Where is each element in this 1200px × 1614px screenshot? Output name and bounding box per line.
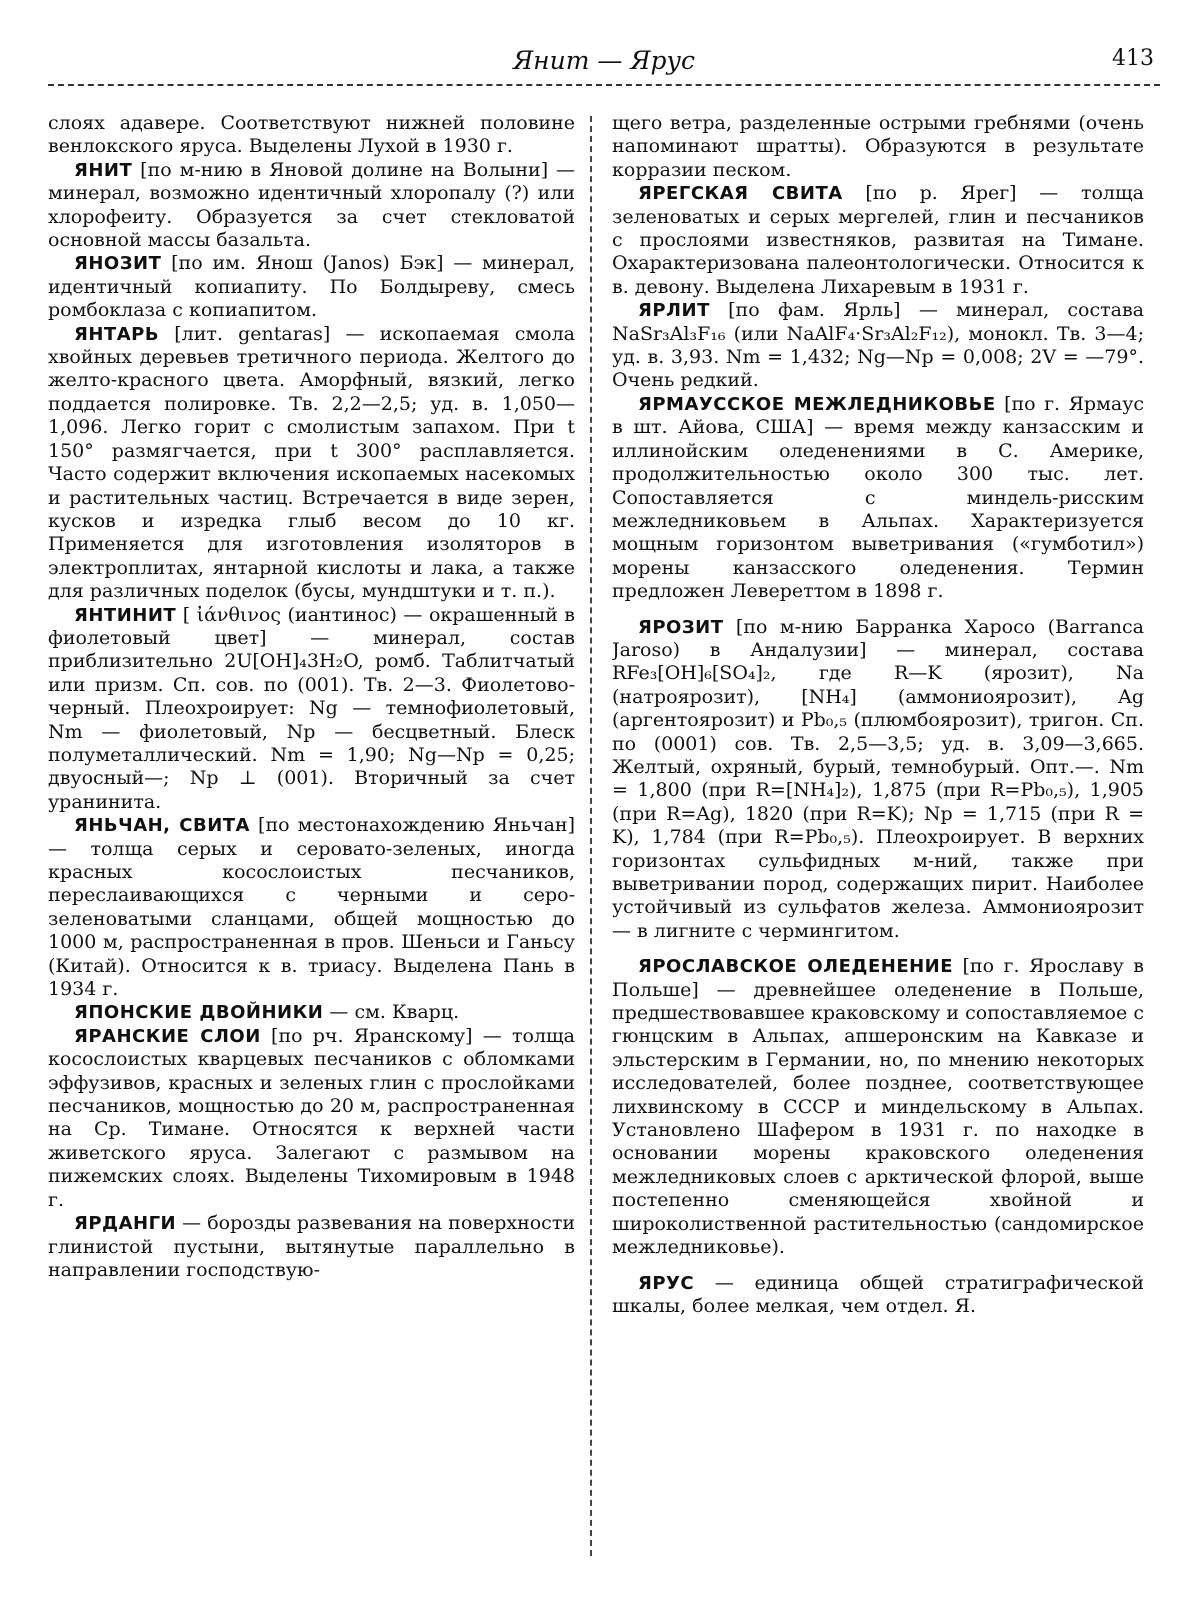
entry [48,323,575,604]
right-column [612,112,1144,1602]
entry [612,393,1144,604]
entry-text: [по м-нию Барранка Харосо (Barranca Jaroso) в Андалузии] — минерал, состава RFe₃[OH]₆[SO₄]₂, где R—K (ярозит), Na (натроярозит), [NH₄] (аммониоярозит), Ag (аргентоярозит) и Pb₀,₅ (плюмбоярозит), тригон. Сп. по (0001) сов. Тв. 2,5—3,5; уд. в. 3,09—3,665. Желтый, охряный, бурый, темнобурый. Опт.—. Nm = 1,800 (при R=[NH₄]₂), 1,875 (при R=Pb₀,₅), 1,905 (при R=Ag), 1820 (при R=K); Np = 1,715 (при R = K), 1,784 (при R=Pb₀,₅). Плеохроирует. В верхних горизонтах сульфидных м-ний, также при выветривании пород, содержащих пирит. Наиболее устойчивый из сульфатов железа. Аммониоярозит — в лигните с чермингитом. [612,615,1144,942]
entry-text: [ ἰάνθινος (иантинос) — окрашенный в фиолетовый цвет] — минерал, состав приблизительно 2U[OH]₄3H₂O, ромб. Таблитчатый или призм. Сп. сов. по (001). Тв. 2—3. Фиолетово-черный. Плеохроирует: Ng — темнофиолетовый, Nm — фиолетовый, Np — бесцветный. Блеск полуметаллический. Nm = 1,90; Ng—Np = 0,25; двуосный—; Np ⊥ (001). Вторичный за счет уранинита. [48,603,575,813]
entry-term: ЯРОСЛАВСКОЕ ОЛЕДЕНЕНИЕ [638,956,954,978]
entry-term: ЯНЬЧАН, СВИТА [74,815,250,837]
entry-text: [по р. Ярег] — толща зеленоватых и серых мергелей, глин и песчаников с прослоями известняков, развитая на Тимане. Охарактеризована палеонтологически. Относится к в. девону. Выделена Лихаревым в 1931 г. [612,182,1144,298]
entry [48,1001,575,1024]
entry: слоях адавере. Соответствуют нижней половине венлокского яруса. Выделены Луxой в 1930 г. [48,112,575,158]
entry-term: ЯРАНСКИЕ СЛОИ [74,1025,261,1047]
entry-text: [по местонахождению Яньчан] — толща серых и серовато-зеленых, иногда красных косослоистых песчаников, переслаивающихся с черными и серо-зеленоватыми сланцами, общей мощностью до 1000 м, распространенная в пров. Шеньси и Ганьсу (Китай). Относится к в. триасу. Выделена Пань в 1934 г. [48,814,575,1001]
entry [612,299,1144,393]
entry-term: ЯРЛИТ [638,300,710,322]
entry-text: [по г. Ярославу в Польше] — древнейшее оледенение в Польше, предшествовавшее краковскому и сопоставляемое с гюнцским в Альпах, апшеронским на Кавказе и эльстерским в Германии, но, по мнению некоторых исследователей, более позднее, соответствующее лихвинскому в СССР и миндельскому в Альпах. Установлено Шафером в 1931 г. по находке в основании морены краковского оледенения межледниковых слоев с арктической флорой, выше постепенно сменяющейся хвойной и широколиственной растительностью (сандомирское межледниковье). [612,955,1144,1259]
entry-term: ЯРУС [638,1272,695,1294]
entry-text: — единица общей стратиграфической шкалы, более мелкая, чем отдел. Я. [612,1271,1144,1317]
entry [612,182,1144,299]
entry [612,955,1144,1259]
entry-term: ЯНТИНИТ [74,604,177,626]
entry [48,1025,575,1212]
entry [48,814,575,1001]
page-header [48,40,1160,96]
entry-text: — см. Кварц. [323,1001,460,1024]
entry-term: ЯНТАРЬ [74,323,160,345]
entry [612,1272,1144,1319]
entry-term: ЯРДАНГИ [74,1213,177,1235]
entry-term: ЯНОЗИТ [74,253,162,275]
running-head: Янит — Ярус [512,46,696,75]
entry [48,1212,575,1282]
entry-text: — борозды развевания на поверхности глинистой пустыни, вытянутые параллельно в направлении господствую- [48,1212,575,1281]
entry-term: ЯПОНСКИЕ ДВОЙНИКИ [74,1002,324,1024]
entry-term: ЯРМАУССКОЕ МЕЖЛЕДНИКОВЬЕ [638,393,996,415]
entry [612,616,1144,944]
entry-text: [по рч. Яранскому] — толща косослоистых кварцевых песчаников с обломками эффузивов, красных и зеленых глин с прослойками песчаников, мощностью до 20 м, распространенная на Ср. Тимане. Относятся к верхней части живетского яруса. Залегают с размывом на пижемских слоях. Выделены Тихомировым в 1948 г. [48,1024,575,1211]
entry-term: ЯНИТ [74,159,133,181]
page-number: 413 [1112,46,1154,71]
column-divider [590,116,592,1556]
entry [48,252,575,322]
entry-text: [по м-нию в Яновой долине на Волыни] — минерал, возможно идентичный хлоропалу (?) или хлорофеиту. Образуется за счет стекловатой основной массы базальта. [48,158,575,252]
entry-text: [по им. Янош (Janos) Бэк] — минерал, идентичный копиапиту. По Болдыреву, смесь ромбоклаза с копиапитом. [48,252,575,322]
entry-text: [по г. Ярмаус в шт. Айова, США] — время между канзасским и иллинойским оледенениями в С. Америке, продолжительностью около 300 тыс. лет. Сопоставляется с миндель-рисским межледниковьем в Альпах. Характеризуется мощным горизонтом выветривания («гумботил») морены канзасского оледенения. Термин предложен Левереттом в 1898 г. [612,392,1144,603]
entry: щего ветра, разделенные острыми гребнями (очень напоминают шратты). Образуются в результате корразии песком. [612,112,1144,181]
entry [48,159,575,253]
entry-text: [лит. gentaras] — ископаемая смола хвойных деревьев третичного периода. Желтого до желто-красного цвета. Аморфный, вязкий, легко поддается полировке. Тв. 2,2—2,5; уд. в. 1,050—1,096. Легко горит с смолистым запахом. При t 150° размягчается, при t 300° расплавляется. Часто содержит включения ископаемых насекомых и растительных частиц. Встречается в виде зерен, кусков и изредка глыб весом до 10 кг. Применяется для изготовления изоляторов в электроплитах, янтарной кислоты и лака, а также для различных поделок (бусы, мундштуки и т. п.). [48,322,575,603]
entry-term: ЯРЕГСКАЯ СВИТА [638,183,843,205]
header-rule [48,84,1160,86]
entry [48,604,575,815]
entry-text: [по фам. Ярль] — минерал, состава NaSr₃Al₃F₁₆ (или NaAlF₄·Sr₃Al₂F₁₂), монокл. Тв. 3—4; уд. в. 3,93. Nm = 1,432; Ng—Np = 0,008; 2V = —79°. Очень редкий. [612,299,1144,392]
entry-term: ЯРОЗИТ [638,616,724,638]
left-column [48,112,575,1602]
